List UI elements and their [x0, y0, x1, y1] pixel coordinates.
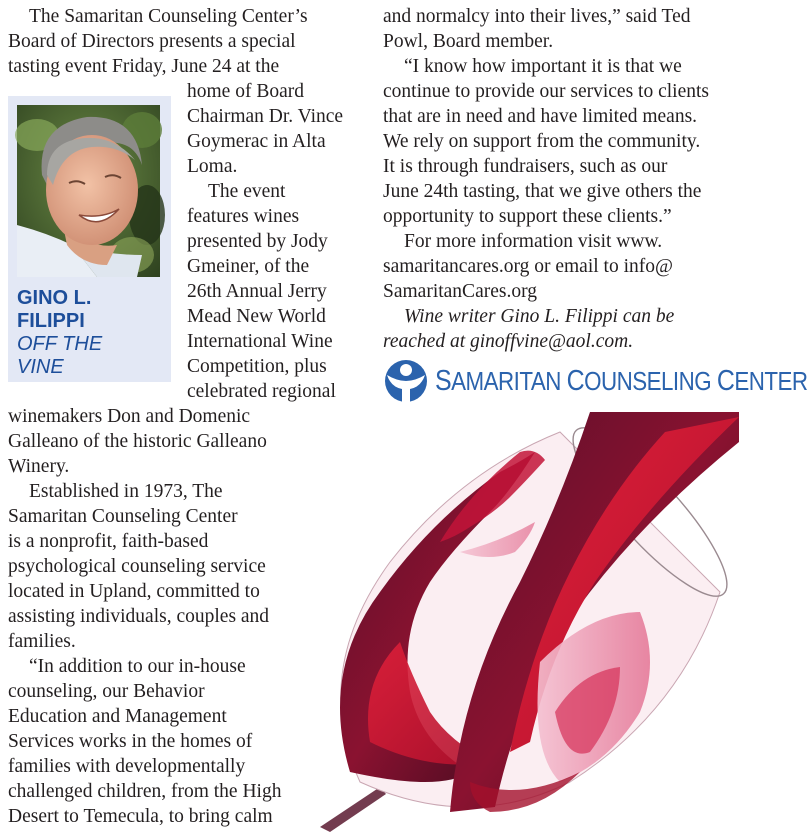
- article-text-line: samaritancares.org or email to info@: [383, 256, 673, 277]
- author-name-line: GINO L.: [17, 287, 92, 309]
- left-column-body: [8, 404, 281, 829]
- article-text-line: Galleano of the historic Galleano: [8, 431, 267, 452]
- red-wine-pouring-glass-image: [320, 412, 739, 832]
- article-text-line: It is through fundraisers, such as our: [383, 156, 668, 177]
- article-text-line: home of Board: [187, 81, 304, 102]
- article-text-line: located in Upland, committed to: [8, 581, 260, 602]
- article-text-line: Services works in the homes of: [8, 731, 253, 752]
- logo-text-part: ENTER: [734, 366, 808, 396]
- author-portrait-image: [17, 105, 160, 277]
- article-text-line: The event: [208, 181, 286, 202]
- article-text-line: Winery.: [8, 456, 70, 477]
- article-text-line: Powl, Board member.: [383, 31, 554, 52]
- article-text-line: Mead New World: [187, 306, 326, 327]
- article-text-line: challenged children, from the High: [8, 781, 282, 802]
- article-text-line: We rely on support from the community.: [383, 131, 701, 152]
- article-text-line: Samaritan Counseling Center: [8, 506, 238, 527]
- article-text-line: opportunity to support these clients.”: [383, 206, 672, 227]
- article-text-line: celebrated regional: [187, 381, 336, 402]
- article-text-line: “I know how important it is that we: [404, 56, 682, 77]
- article-text-line: families.: [8, 631, 76, 652]
- author-name-line: FILIPPI: [17, 310, 85, 332]
- article-text-line: June 24th tasting, that we give others the: [383, 181, 702, 202]
- article-text-line: tasting event Friday, June 24 at the: [8, 56, 280, 77]
- logo-text-part: C: [716, 365, 735, 397]
- article-text-line: families with developmentally: [8, 756, 246, 777]
- article-text-line: continue to provide our services to clients: [383, 81, 709, 102]
- article-text-line: Goymerac in Alta: [187, 131, 326, 152]
- article-text-line: The Samaritan Counseling Center’s: [29, 6, 308, 27]
- samaritan-counseling-center-logo: [383, 358, 808, 404]
- article-text-line: and normalcy into their lives,” said Ted: [383, 6, 691, 27]
- article-text-line: winemakers Don and Domenic: [8, 406, 251, 427]
- author-byline-box: [8, 96, 171, 382]
- person-arms-raised-icon: [383, 359, 429, 403]
- article-text-line: Education and Management: [8, 706, 227, 727]
- article-text-line: Loma.: [187, 156, 238, 177]
- author-photo: [17, 105, 160, 277]
- author-tagline-line: reached at ginoffvine@aol.com.: [383, 331, 634, 352]
- article-text-line: Established in 1973, The: [29, 481, 223, 502]
- logo-text-part: AMARITAN: [451, 366, 567, 396]
- article-text-line: Gmeiner, of the: [187, 256, 310, 277]
- article-text-line: assisting individuals, couples and: [8, 606, 270, 627]
- article-text-line: Desert to Temecula, to bring calm: [8, 806, 273, 827]
- author-tagline-line: Wine writer Gino L. Filippi can be: [404, 306, 675, 327]
- article-text-line: presented by Jody: [187, 231, 328, 252]
- article-text-line: that are in need and have limited means.: [383, 106, 698, 127]
- logo-text-part: C: [566, 365, 585, 397]
- article-text-line: International Wine: [187, 331, 333, 352]
- left-column-wrapped: [187, 79, 343, 404]
- article-text-line: Chairman Dr. Vince: [187, 106, 344, 127]
- column-title-line: OFF THE: [17, 333, 103, 355]
- article-text-line: 26th Annual Jerry: [187, 281, 327, 302]
- column-title-line: VINE: [17, 356, 64, 378]
- right-column-body: [383, 4, 709, 354]
- logo-wordmark: [435, 364, 808, 398]
- article-text-line: counseling, our Behavior: [8, 681, 205, 702]
- logo-text-part: OUNSELING: [584, 366, 717, 396]
- article-text-line: Competition, plus: [187, 356, 327, 377]
- article-text-line: For more information visit www.: [404, 231, 663, 252]
- wine-glass-photo: [320, 412, 739, 832]
- left-column-intro: [8, 4, 308, 79]
- article-text-line: is a nonprofit, faith-based: [8, 531, 209, 552]
- article-text-line: Board of Directors presents a special: [8, 31, 296, 52]
- logo-text-part: S: [435, 365, 452, 397]
- article-text-line: “In addition to our in-house: [29, 656, 246, 677]
- article-text-line: features wines: [187, 206, 300, 227]
- article-text-line: SamaritanCares.org: [383, 281, 537, 302]
- article-text-line: psychological counseling service: [8, 556, 266, 577]
